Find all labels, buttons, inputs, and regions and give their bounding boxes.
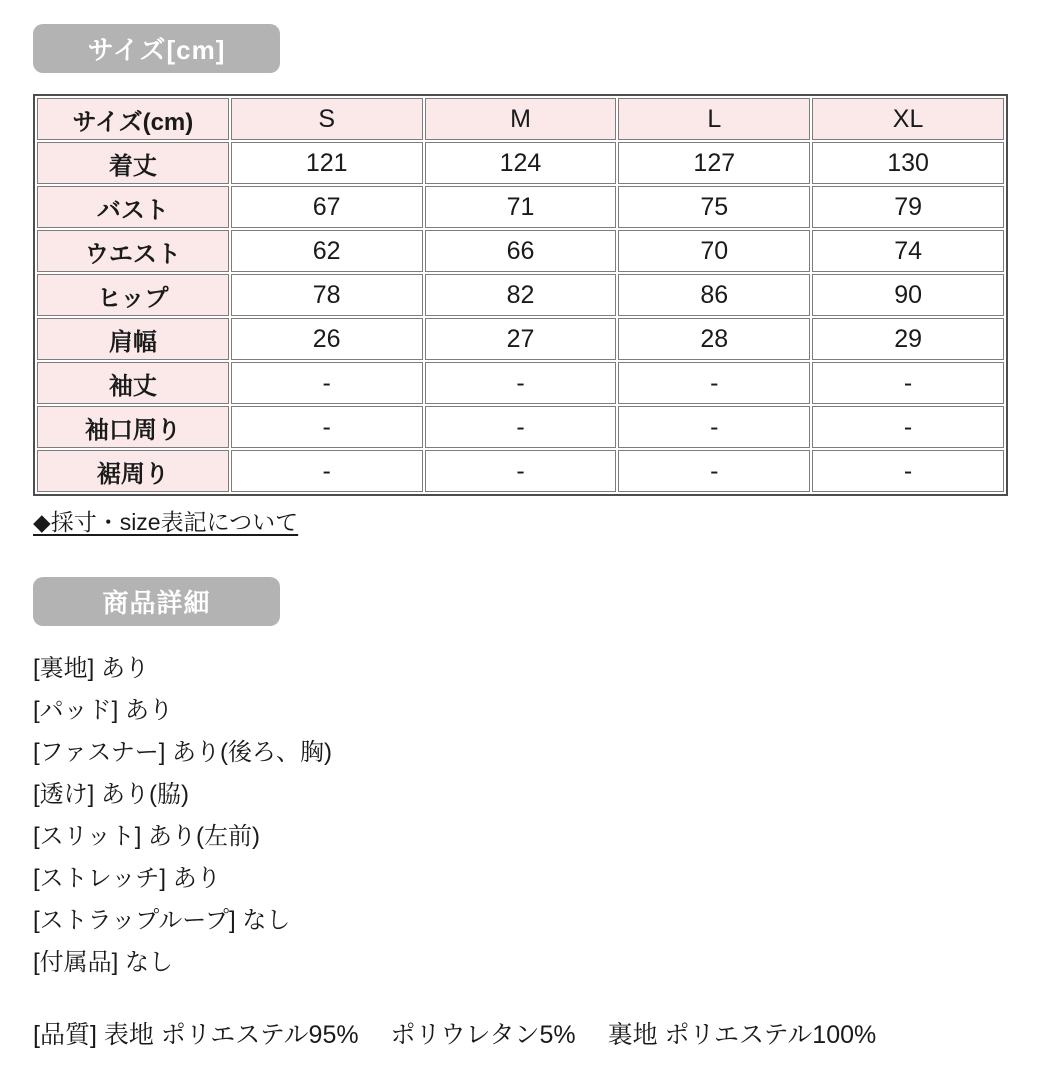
detail-item-lining: [裏地] あり <box>33 655 150 682</box>
cell: 29 <box>812 318 1004 360</box>
table-row-hem <box>37 450 1004 492</box>
table-row-cuff <box>37 406 1004 448</box>
cell: - <box>425 362 617 404</box>
detail-item-stretch: [ストレッチ] あり <box>33 865 221 892</box>
quality-line: [品質] 表地 ポリエステル95% ポリウレタン5% 裏地 ポリエステル100% <box>33 1021 877 1049</box>
size-col-s: S <box>231 98 423 140</box>
cell: - <box>812 362 1004 404</box>
row-label: 裾周り <box>37 450 229 492</box>
cell: - <box>231 450 423 492</box>
size-col-xl: XL <box>812 98 1004 140</box>
cell: - <box>618 362 810 404</box>
cell: 75 <box>618 186 810 228</box>
product-details-list <box>33 648 1008 984</box>
size-table-corner-cell: サイズ(cm) <box>37 98 229 140</box>
measure-link-row <box>33 504 1008 537</box>
row-label: バスト <box>37 186 229 228</box>
size-section-badge: サイズ[cm] <box>33 24 280 73</box>
table-row-bust <box>37 186 1004 228</box>
cell: 79 <box>812 186 1004 228</box>
detail-item-sheerness: [透け] あり(脇) <box>33 781 189 808</box>
size-chart-table <box>33 94 1008 496</box>
cell: - <box>425 450 617 492</box>
cell: - <box>812 406 1004 448</box>
size-col-l: L <box>618 98 810 140</box>
row-label: 袖口周り <box>37 406 229 448</box>
row-label: ウエスト <box>37 230 229 272</box>
row-label: 袖丈 <box>37 362 229 404</box>
table-row-waist <box>37 230 1004 272</box>
cell: 27 <box>425 318 617 360</box>
size-col-m: M <box>425 98 617 140</box>
table-row-shoulder <box>37 318 1004 360</box>
cell: 70 <box>618 230 810 272</box>
cell: 62 <box>231 230 423 272</box>
cell: - <box>812 450 1004 492</box>
detail-item-pad: [パッド] あり <box>33 697 174 724</box>
detail-item-accessories: [付属品] なし <box>33 949 174 976</box>
cell: 26 <box>231 318 423 360</box>
details-section-badge: 商品詳細 <box>33 577 280 626</box>
cell: 74 <box>812 230 1004 272</box>
row-label: 着丈 <box>37 142 229 184</box>
cell: 82 <box>425 274 617 316</box>
detail-item-strap-loop: [ストラップループ] なし <box>33 907 291 934</box>
table-row-hip <box>37 274 1004 316</box>
cell: 90 <box>812 274 1004 316</box>
cell: 78 <box>231 274 423 316</box>
table-row-length <box>37 142 1004 184</box>
cell: - <box>231 406 423 448</box>
cell: 124 <box>425 142 617 184</box>
cell: 121 <box>231 142 423 184</box>
cell: 71 <box>425 186 617 228</box>
cell: 28 <box>618 318 810 360</box>
measure-size-info-link[interactable]: ◆採寸・size表記について <box>33 509 299 535</box>
cell: 67 <box>231 186 423 228</box>
size-table-header-row <box>37 98 1004 140</box>
row-label: ヒップ <box>37 274 229 316</box>
cell: 130 <box>812 142 1004 184</box>
row-label: 肩幅 <box>37 318 229 360</box>
detail-item-fastener: [ファスナー] あり(後ろ、胸) <box>33 739 333 766</box>
cell: - <box>618 450 810 492</box>
cell: 86 <box>618 274 810 316</box>
cell: 66 <box>425 230 617 272</box>
cell: - <box>231 362 423 404</box>
cell: 127 <box>618 142 810 184</box>
detail-item-slit: [スリット] あり(左前) <box>33 823 261 850</box>
cell: - <box>425 406 617 448</box>
cell: - <box>618 406 810 448</box>
table-row-sleeve-length <box>37 362 1004 404</box>
